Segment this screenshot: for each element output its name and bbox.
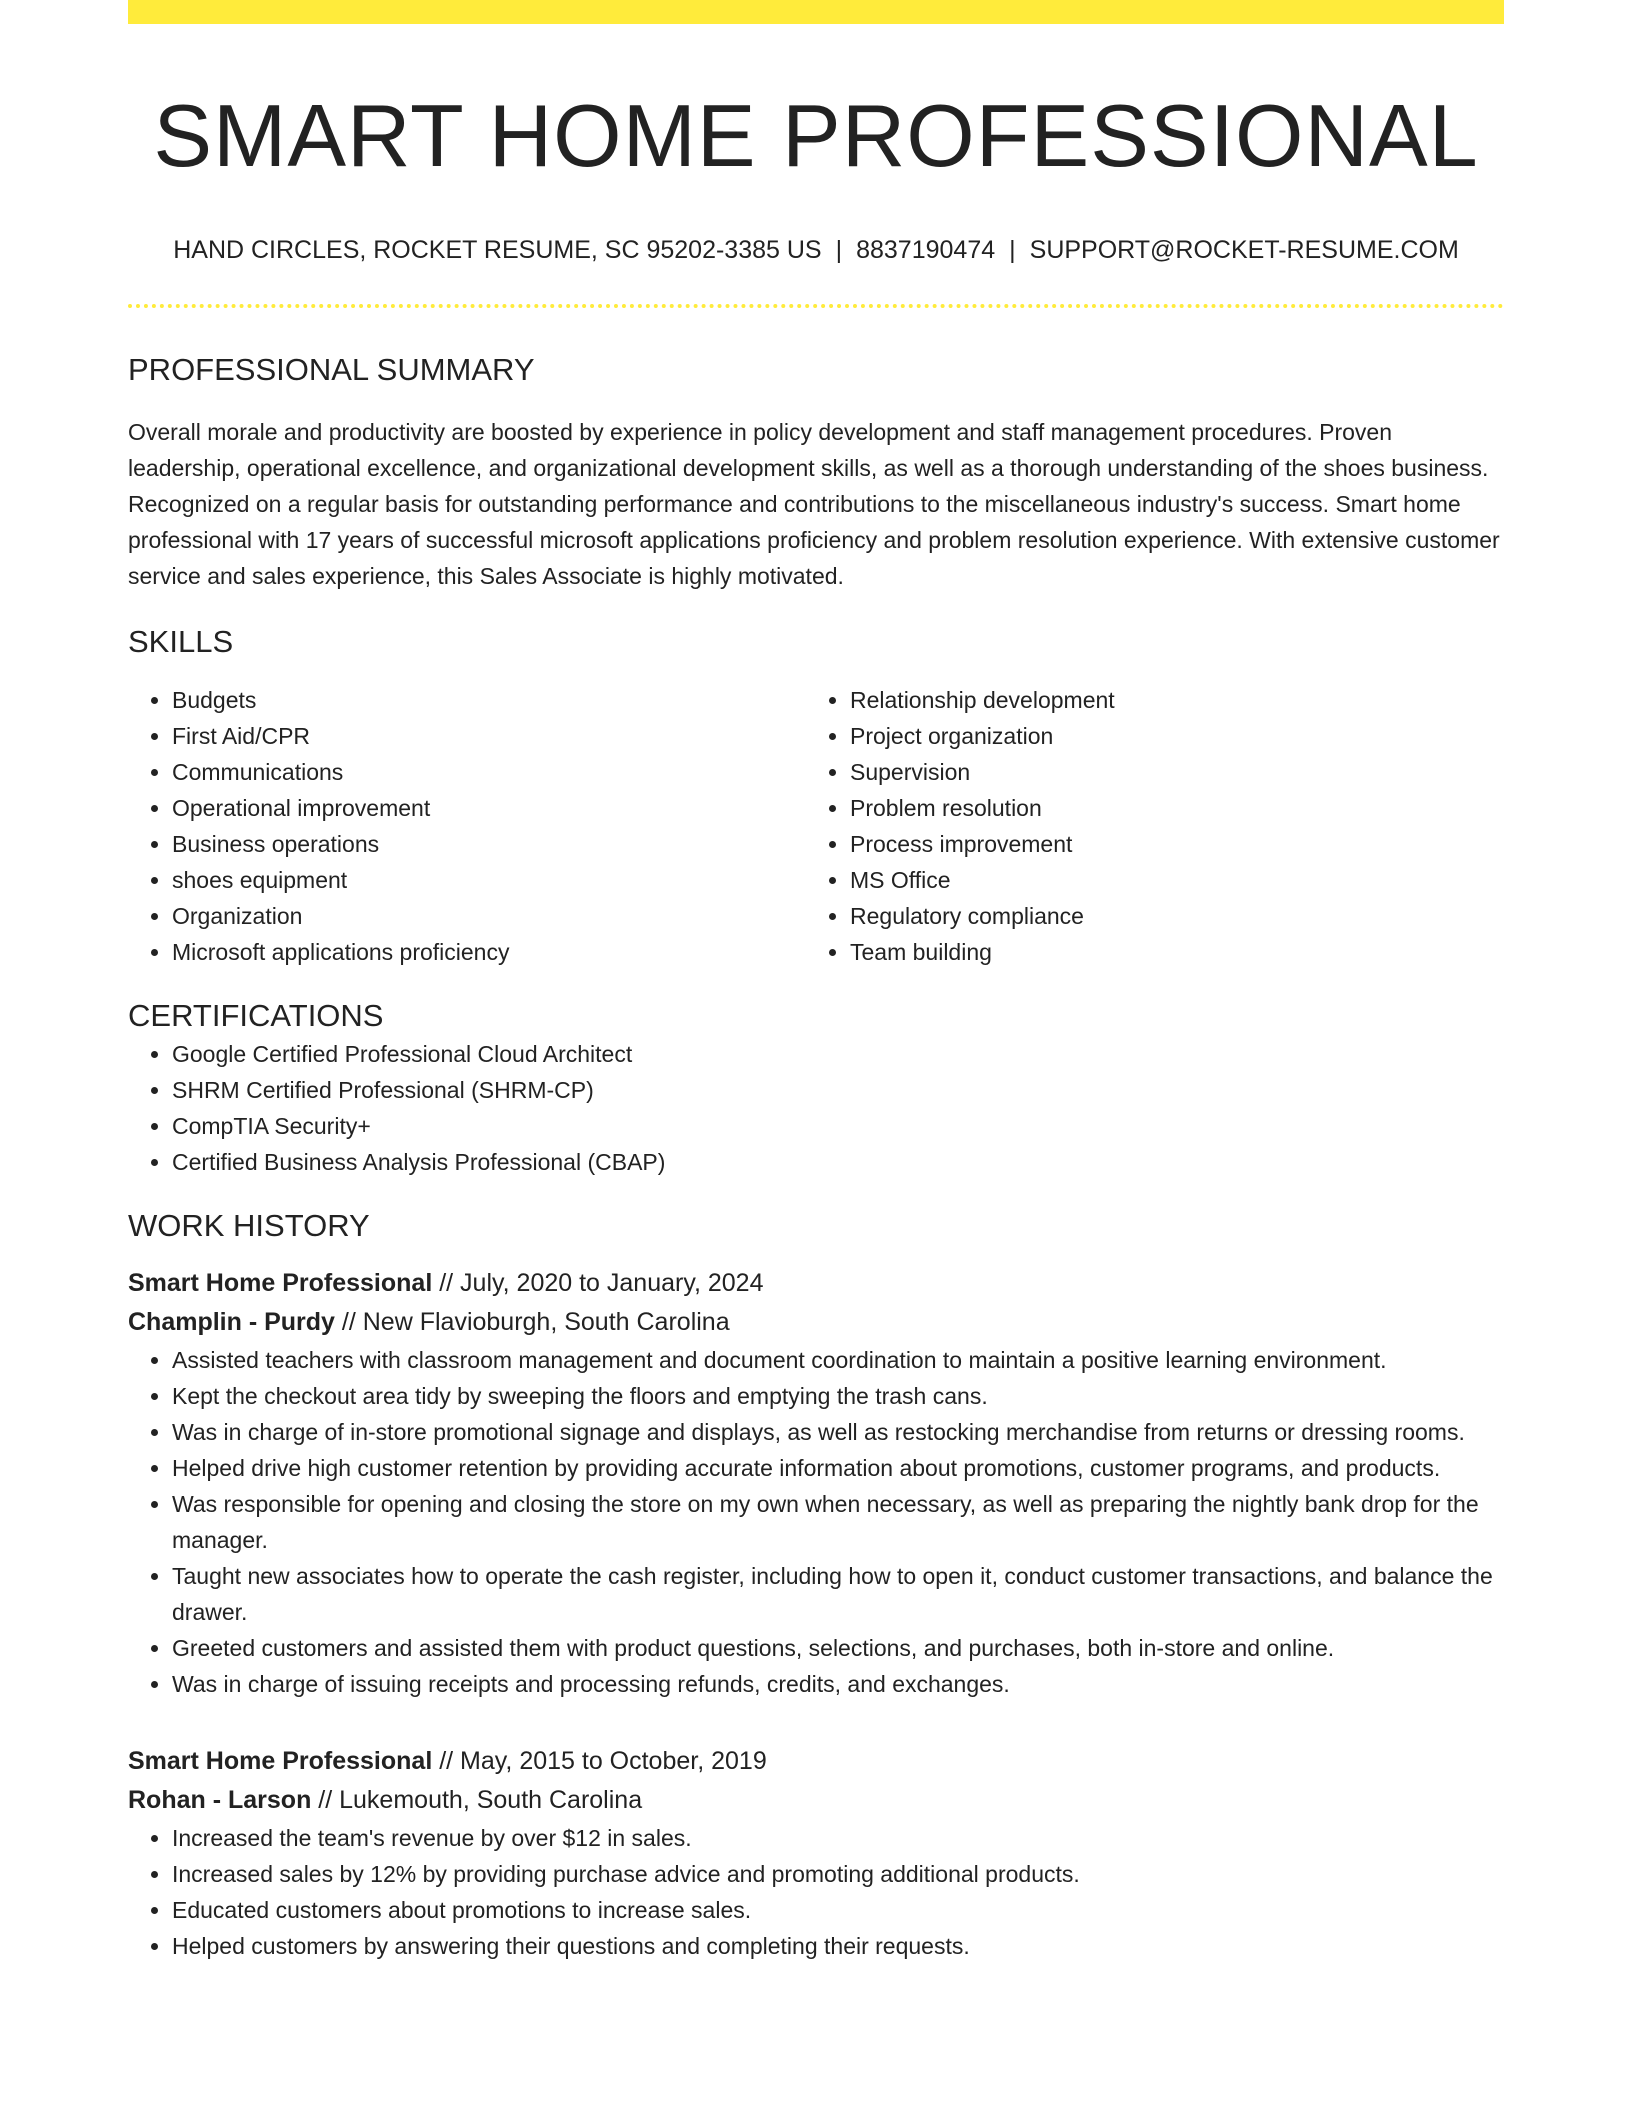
- job-duty: • Was responsible for opening and closing the store on my own when necessary, as well as preparing the nightly bank drop for the manager.: [172, 1486, 1504, 1558]
- job-duty: • Educated customers about promotions to increase sales.: [172, 1892, 1504, 1928]
- skills-list-right: [806, 682, 1484, 970]
- contact-separator: |: [1009, 236, 1016, 264]
- job-duty: • Greeted customers and assisted them with product questions, selections, and purchases, both in-store and online.: [172, 1630, 1504, 1666]
- skill-item: • Problem resolution: [850, 790, 1484, 826]
- work-history-heading: WORK HISTORY: [128, 1208, 370, 1243]
- skill-item: • Regulatory compliance: [850, 898, 1484, 934]
- job-company: Rohan - Larson: [128, 1786, 312, 1814]
- skill-item: • Business operations: [172, 826, 806, 862]
- skills-list-left: [128, 682, 806, 970]
- job-title-line: [128, 1742, 1504, 1781]
- skills-column-right: [806, 682, 1484, 970]
- job-entry: [128, 1742, 1504, 1964]
- job-company-line: [128, 1781, 1504, 1820]
- dotted-divider: [128, 304, 1504, 308]
- job-location: // Lukemouth, South Carolina: [311, 1786, 643, 1814]
- skill-item: • Team building: [850, 934, 1484, 970]
- job-duty: • Increased the team's revenue by over $12 in sales.: [172, 1820, 1504, 1856]
- summary-text: Overall morale and productivity are boosted by experience in policy development and staff management procedures. Proven leadership, operational excellence, and organizational development skills, as well as a thorough understanding of the shoes business. Recognized on a regular basis for outstanding performance and contributions to the miscellaneous industry's success. Smart home professional with 17 years of successful microsoft applications proficiency and problem resolution experience. With extensive customer service and sales experience, this Sales Associate is highly motivated.: [128, 419, 1500, 589]
- skill-item: • shoes equipment: [172, 862, 806, 898]
- skill-item: • First Aid/CPR: [172, 718, 806, 754]
- job-duty: • Taught new associates how to operate the cash register, including how to open it, conduct customer transactions, and balance the drawer.: [172, 1558, 1504, 1630]
- job-dates: // July, 2020 to January, 2024: [432, 1269, 764, 1297]
- skill-item: • Operational improvement: [172, 790, 806, 826]
- certification-item: • CompTIA Security+: [172, 1108, 1504, 1144]
- certification-item: • Google Certified Professional Cloud Architect: [172, 1036, 1504, 1072]
- skill-item: • Project organization: [850, 718, 1484, 754]
- skills-heading: SKILLS: [128, 624, 234, 659]
- certification-item: • SHRM Certified Professional (SHRM-CP): [172, 1072, 1504, 1108]
- job-duty: • Increased sales by 12% by providing purchase advice and promoting additional products.: [172, 1856, 1504, 1892]
- certification-item: • Certified Business Analysis Professional (CBAP): [172, 1144, 1504, 1180]
- skills-column-left: [128, 682, 806, 970]
- job-title-line: [128, 1264, 1504, 1303]
- job-duty: • Assisted teachers with classroom management and document coordination to maintain a positive learning environment.: [172, 1342, 1504, 1378]
- job-duty: • Helped drive high customer retention by providing accurate information about promotions, customer programs, and products.: [172, 1450, 1504, 1486]
- resume-page: [128, 0, 1504, 1964]
- contact-phone: 8837190474: [856, 236, 996, 264]
- contact-address: HAND CIRCLES, ROCKET RESUME, SC 95202-3385 US: [173, 236, 822, 264]
- candidate-name: SMART HOME PROFESSIONAL: [153, 86, 1479, 185]
- job-company: Champlin - Purdy: [128, 1308, 335, 1336]
- job-location: // New Flavioburgh, South Carolina: [334, 1308, 730, 1336]
- certifications-list: [128, 1036, 1504, 1180]
- job-duty: • Kept the checkout area tidy by sweeping the floors and emptying the trash cans.: [172, 1378, 1504, 1414]
- job-company-line: [128, 1303, 1504, 1342]
- skill-item: • Communications: [172, 754, 806, 790]
- skill-item: • MS Office: [850, 862, 1484, 898]
- summary-heading: PROFESSIONAL SUMMARY: [128, 352, 535, 387]
- contact-line: [128, 234, 1504, 266]
- job-duties-list: [128, 1820, 1504, 1964]
- job-entry: [128, 1264, 1504, 1702]
- contact-separator: |: [835, 236, 843, 264]
- job-duty: • Was in charge of issuing receipts and processing refunds, credits, and exchanges.: [172, 1666, 1504, 1702]
- job-duty: • Helped customers by answering their questions and completing their requests.: [172, 1928, 1504, 1964]
- job-title: Smart Home Professional: [128, 1747, 433, 1775]
- top-accent-bar: [128, 0, 1504, 24]
- skill-item: • Microsoft applications proficiency: [172, 934, 806, 970]
- skill-item: • Budgets: [172, 682, 806, 718]
- skill-item: • Relationship development: [850, 682, 1484, 718]
- contact-email: SUPPORT@ROCKET-RESUME.COM: [1029, 236, 1459, 264]
- skill-item: • Supervision: [850, 754, 1484, 790]
- job-title: Smart Home Professional: [128, 1269, 433, 1297]
- job-duties-list: [128, 1342, 1504, 1702]
- job-dates: // May, 2015 to October, 2019: [432, 1747, 767, 1775]
- certifications-heading: CERTIFICATIONS: [128, 998, 384, 1033]
- skill-item: • Organization: [172, 898, 806, 934]
- skills-grid: [128, 682, 1504, 970]
- skill-item: • Process improvement: [850, 826, 1484, 862]
- job-duty: • Was in charge of in-store promotional signage and displays, as well as restocking merchandise from returns or dressing rooms.: [172, 1414, 1504, 1450]
